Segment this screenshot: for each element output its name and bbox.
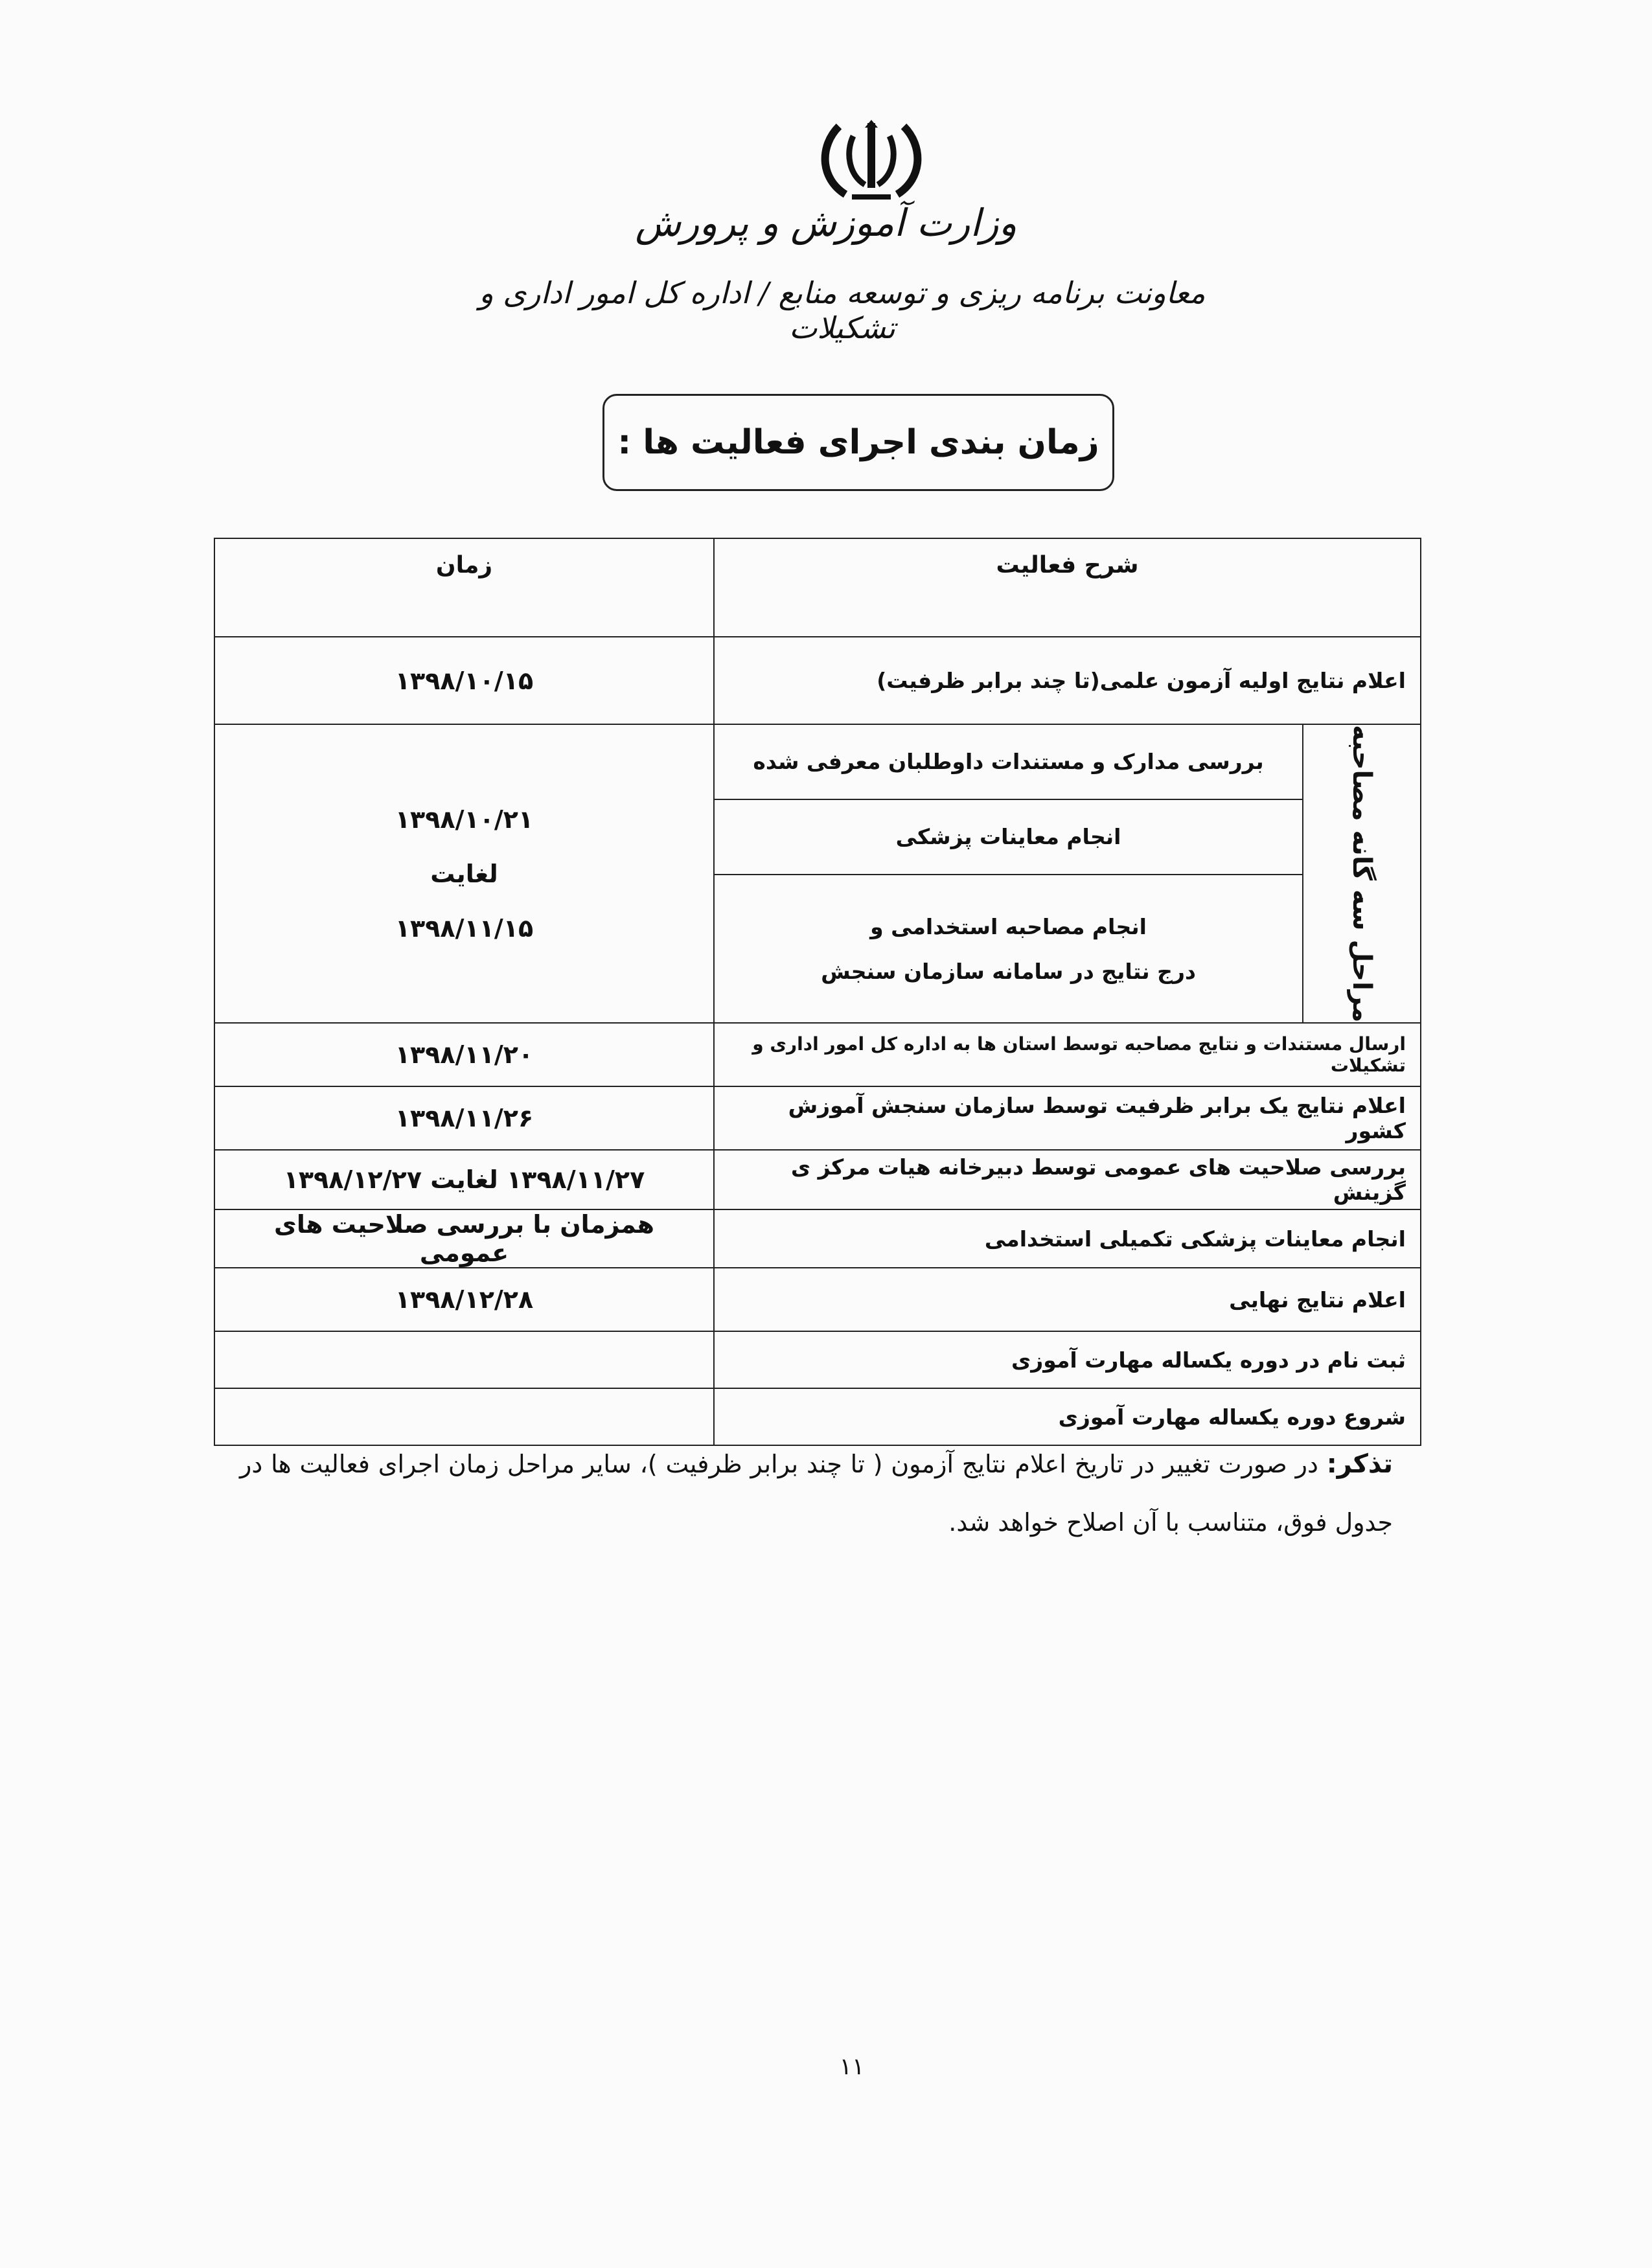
table-header-row: [214, 538, 1421, 637]
ministry-name: وزارت آموزش و پرورش: [635, 201, 1017, 245]
time-cell: ۱۳۹۸/۱۱/۲۰: [214, 1023, 714, 1086]
note-text: در صورت تغییر در تاریخ اعلام نتایج آزمون ( تا چند برابر ظرفیت )، سایر مراحل زمان اجرای فعالیت ها در جدول فوق، متناسب با آن اصلاح خواهد شد.: [240, 1450, 1393, 1537]
stage-item: [715, 875, 1302, 1023]
table-row: [214, 1086, 1421, 1150]
table-row: [214, 1150, 1421, 1209]
stage-item-line: درج نتایج در سامانه سازمان سنجش: [821, 958, 1196, 984]
schedule-table: [214, 538, 1421, 1446]
note-paragraph: [240, 1435, 1393, 1552]
stages-cell: [714, 724, 1421, 1023]
header-activity: شرح فعالیت: [714, 538, 1421, 637]
table-row: [214, 1209, 1421, 1268]
stages-label: مراحل سه گانه مصاحبه: [1302, 725, 1420, 1022]
activity-cell: اعلام نتایج نهایی: [714, 1268, 1421, 1331]
activity-cell: ثبت نام در دوره یکساله مهارت آموزی: [714, 1331, 1421, 1388]
table-row: [214, 1331, 1421, 1388]
table-row-stages: [214, 724, 1421, 1023]
activity-cell: شروع دوره یکساله مهارت آموزی: [714, 1388, 1421, 1445]
deputy-department: معاونت برنامه ریزی و توسعه منابع / اداره کل امور اداری و تشکیلات: [479, 275, 1206, 345]
time-cell: همزمان با بررسی صلاحیت های عمومی: [214, 1209, 714, 1268]
header-time: زمان: [214, 538, 714, 637]
table-row: [214, 637, 1421, 724]
stage-item-line: انجام مصاحبه استخدامی و: [870, 913, 1147, 939]
time-until: لغایت: [430, 859, 498, 888]
time-start: ۱۳۹۸/۱۰/۲۱: [395, 805, 534, 834]
page-number: ۱۱: [839, 2054, 865, 2080]
time-cell: ۱۳۹۸/۱۲/۲۸: [214, 1268, 714, 1331]
activity-cell: اعلام نتایج اولیه آزمون علمی(تا چند برابر ظرفیت): [714, 637, 1421, 724]
table-row: [214, 1023, 1421, 1086]
activity-cell: انجام معاینات پزشکی تکمیلی استخدامی: [714, 1209, 1421, 1268]
time-cell: ۱۳۹۸/۱۱/۲۷ لغایت ۱۳۹۸/۱۲/۲۷: [214, 1150, 714, 1209]
time-end: ۱۳۹۸/۱۱/۱۵: [395, 913, 534, 943]
activity-cell: بررسی صلاحیت های عمومی توسط دبیرخانه هیات مرکز ی گزینش: [714, 1150, 1421, 1209]
note-label: تذکر:: [1326, 1449, 1393, 1479]
activity-cell: اعلام نتایج یک برابر ظرفیت توسط سازمان سنجش آموزش کشور: [714, 1086, 1421, 1150]
time-cell: ۱۳۹۸/۱۱/۲۶: [214, 1086, 714, 1150]
stage-item: بررسی مدارک و مستندات داوطلبان معرفی شده: [715, 725, 1302, 800]
time-cell: ۱۳۹۸/۱۰/۱۵: [214, 637, 714, 724]
time-cell: [214, 724, 714, 1023]
page-title: زمان بندی اجرای فعالیت ها :: [602, 394, 1114, 491]
time-cell: [214, 1331, 714, 1388]
iran-emblem-icon: [813, 113, 930, 204]
stage-item: انجام معاینات پزشکی: [715, 800, 1302, 875]
table-row: [214, 1268, 1421, 1331]
activity-cell: ارسال مستندات و نتایج مصاحبه توسط استان ها به اداره کل امور اداری و تشکیلات: [714, 1023, 1421, 1086]
